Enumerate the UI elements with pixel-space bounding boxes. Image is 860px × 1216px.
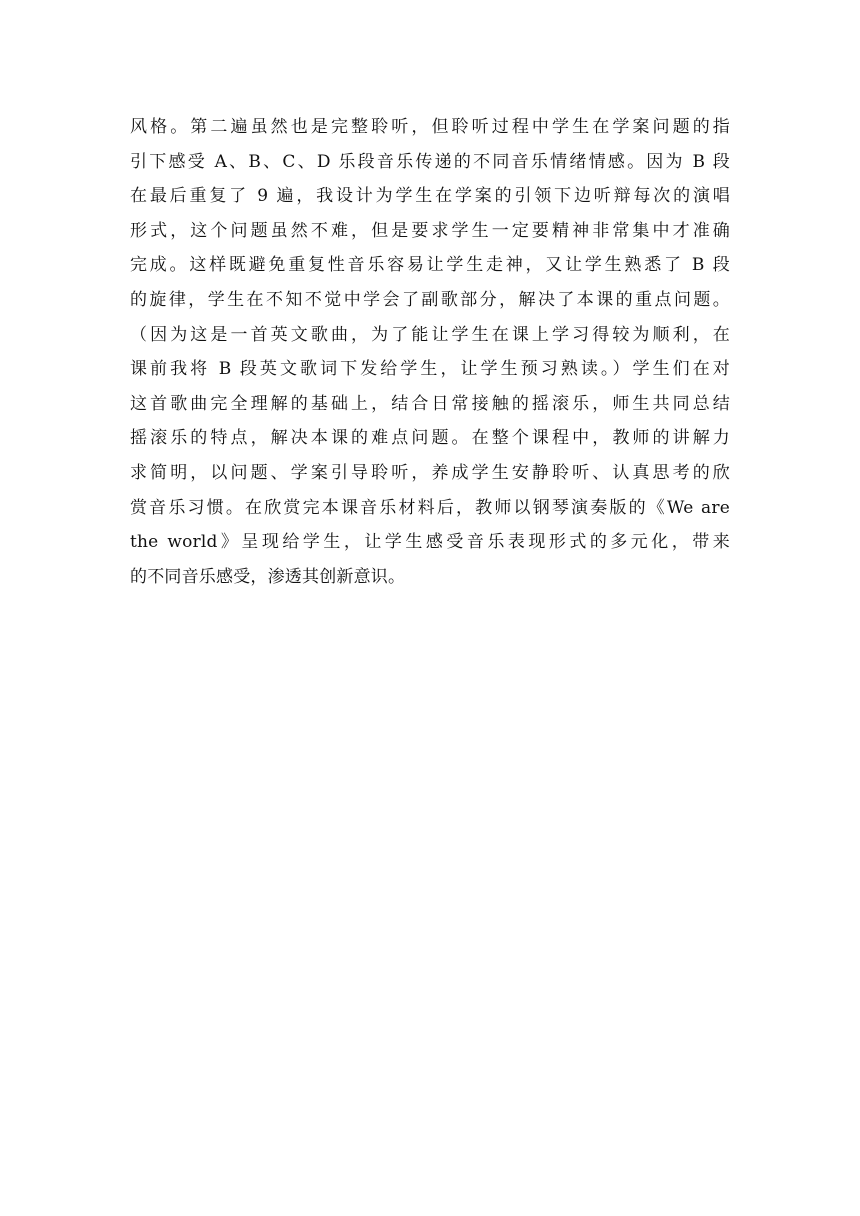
text-line: 在最后重复了 9 遍，我设计为学生在学案的引领下边听辩每次的演唱	[130, 186, 730, 207]
text-line: 的旋律，学生在不知不觉中学会了副歌部分，解决了本课的重点问题。	[130, 289, 730, 310]
text-line: 形式，这个问题虽然不难，但是要求学生一定要精神非常集中才准确	[130, 220, 730, 241]
text-line: 课前我将 B 段英文歌词下发给学生，让学生预习熟读。）学生们在对	[130, 359, 730, 380]
text-line: 摇滚乐的特点，解决本课的难点问题。在整个课程中，教师的讲解力	[130, 428, 730, 449]
text-line: 引下感受 A、B、C、D 乐段音乐传递的不同音乐情绪情感。因为 B 段	[130, 151, 730, 172]
text-line: 完成。这样既避免重复性音乐容易让学生走神，又让学生熟悉了 B 段	[130, 255, 730, 276]
text-line: 赏音乐习惯。在欣赏完本课音乐材料后，教师以钢琴演奏版的《We are	[130, 497, 730, 518]
text-line: （因为这是一首英文歌曲，为了能让学生在课上学习得较为顺利，在	[130, 324, 730, 345]
text-line: the world》呈现给学生，让学生感受音乐表现形式的多元化，带来	[130, 532, 730, 553]
text-line: 风格。第二遍虽然也是完整聆听，但聆听过程中学生在学案问题的指	[130, 117, 730, 137]
text-line: 这首歌曲完全理解的基础上，结合日常接触的摇滚乐，师生共同总结	[130, 393, 730, 414]
body-paragraph	[130, 110, 730, 594]
text-line: 求简明，以问题、学案引导聆听，养成学生安静聆听、认真思考的欣	[130, 462, 730, 483]
text-line: 的不同音乐感受，渗透其创新意识。	[130, 566, 406, 587]
